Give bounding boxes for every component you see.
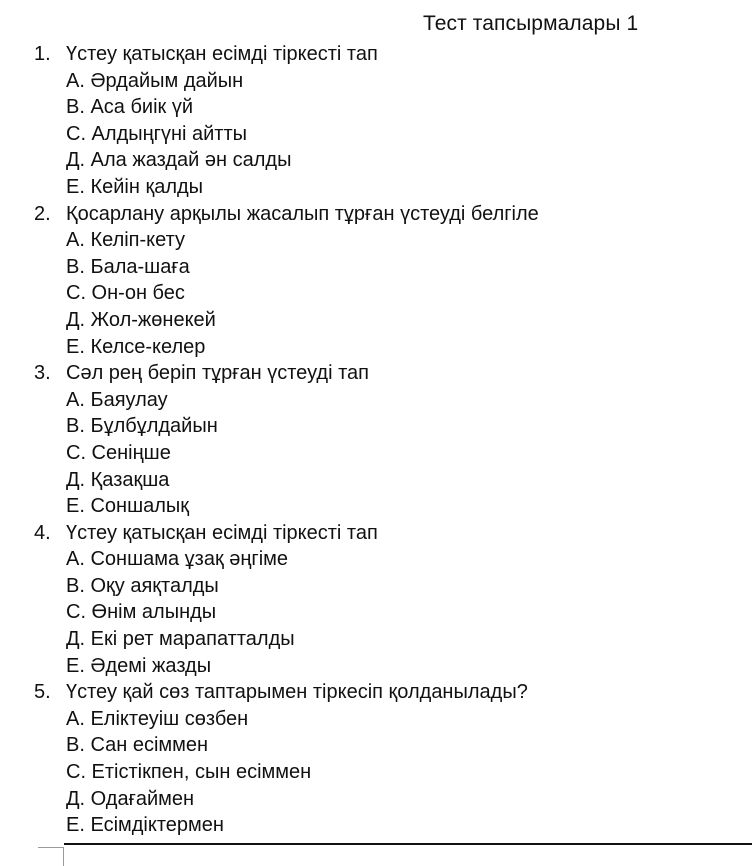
answer-option-b: В. Бала-шаға	[66, 255, 190, 278]
answer-option-b: В. Оқу аяқталды	[66, 574, 219, 597]
answer-option-d: Д. Қазақша	[66, 468, 170, 491]
answer-option-b: В. Бұлбұлдайын	[66, 415, 218, 438]
question-text: Үстеу қай сөз таптарымен тіркесіп қолданылады?	[66, 681, 528, 704]
question-number: 2.	[34, 202, 51, 225]
question-3	[0, 360, 752, 520]
answer-option-a: А. Келіп-кету	[66, 229, 185, 252]
question-text: Қосарлану арқылы жасалып тұрған үстеуді белгіле	[66, 202, 539, 225]
answer-option-e: Е. Кейін қалды	[66, 175, 204, 198]
question-number: 4.	[34, 521, 51, 544]
answer-option-e: Е. Соншалық	[66, 495, 190, 518]
answer-option-c: С. Өнім алынды	[66, 601, 217, 624]
answer-option-b: В. Сан есіммен	[66, 734, 209, 757]
question-text: Үстеу қатысқан есімді тіркесті тап	[66, 521, 378, 544]
question-list	[0, 41, 752, 839]
question-1	[0, 41, 752, 201]
question-4	[0, 520, 752, 680]
answer-option-c: С. Етістікпен, сын есіммен	[66, 761, 312, 784]
question-line	[0, 520, 752, 547]
question-text: Сәл рең беріп тұрған үстеуді тап	[66, 362, 369, 385]
question-line	[0, 679, 752, 706]
question-number: 5.	[34, 681, 51, 704]
answer-option-d: Д. Одағаймен	[66, 787, 195, 810]
question-5	[0, 679, 752, 839]
answer-option-c: С. Он-он бес	[66, 282, 185, 305]
margin-crop-mark	[63, 847, 64, 866]
answer-option-d: Д. Ала жаздай ән салды	[66, 149, 292, 172]
answer-option-e: Е. Есімдіктермен	[66, 814, 224, 837]
answer-option-e: Е. Келсе-келер	[66, 335, 206, 358]
answer-option-c: С. Алдыңгүні айтты	[66, 122, 247, 145]
question-text: Үстеу қатысқан есімді тіркесті тап	[66, 43, 378, 65]
answer-option-b: В. Аса биік үй	[66, 96, 194, 119]
answer-option-d: Д. Екі рет марапатталды	[66, 628, 295, 651]
answer-option-e: Е. Әдемі жазды	[66, 654, 212, 677]
answer-option-a: А. Соншама ұзақ әңгіме	[66, 548, 289, 571]
answer-option-a: А. Әрдайым дайын	[66, 69, 244, 92]
answer-option-a: А. Баяулау	[66, 388, 168, 411]
margin-crop-mark	[38, 847, 64, 848]
question-line	[0, 201, 752, 228]
question-line	[0, 41, 752, 68]
question-number: 3.	[34, 362, 51, 385]
page-title: Тест тапсырмалары 1	[423, 12, 639, 35]
page-bottom-rule	[64, 843, 752, 845]
question-number: 1.	[34, 43, 51, 65]
answer-option-d: Д. Жол-жөнекей	[66, 308, 216, 331]
answer-option-c: С. Сеніңше	[66, 441, 171, 464]
question-2	[0, 201, 752, 361]
question-line	[0, 360, 752, 387]
answer-option-a: А. Еліктеуіш сөзбен	[66, 707, 249, 730]
